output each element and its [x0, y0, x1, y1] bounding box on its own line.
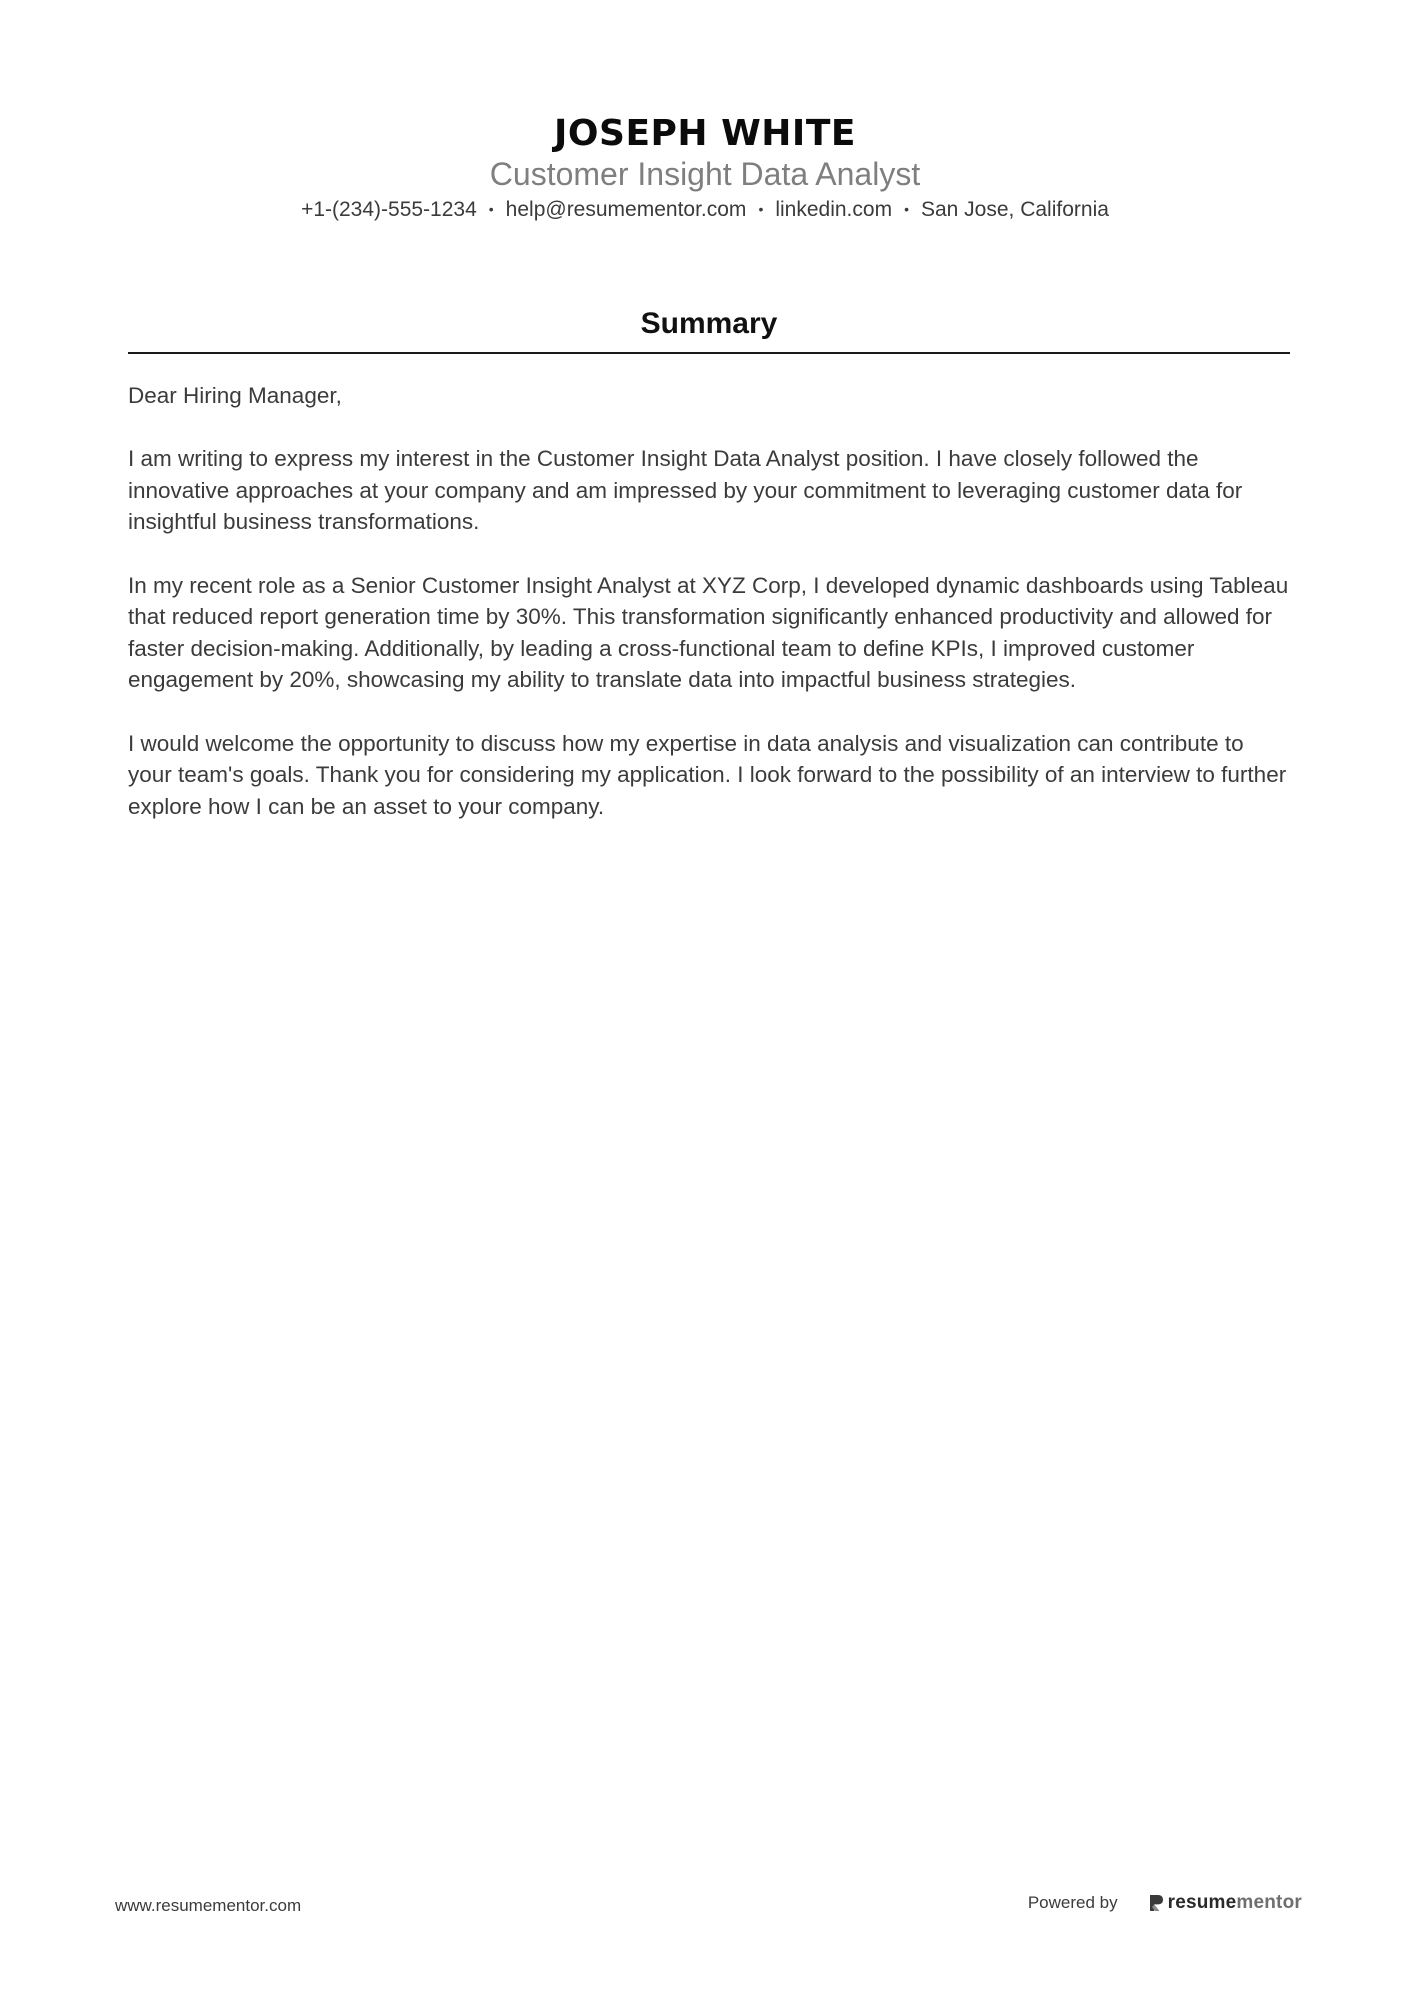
footer-website[interactable]: www.resumementor.com: [115, 1896, 302, 1915]
contact-email[interactable]: help@resumementor.com: [505, 198, 747, 221]
separator-dot: •: [758, 201, 764, 217]
footer-branding: [1028, 1892, 1302, 1914]
summary-heading: Summary: [128, 304, 1290, 354]
letter-paragraph: I would welcome the opportunity to discuss how my expertise in data analysis and visualization can contribute to your team's goals. Thank you for considering my application. I look forward to the possibility of an interview to further explore how I can be an asset to your company.: [128, 730, 1287, 819]
brand-name-light: mentor: [1236, 1892, 1302, 1913]
resumementor-logo-icon: [1148, 1893, 1164, 1913]
contact-location: San Jose, California: [920, 198, 1109, 221]
brand-name-bold: resume: [1167, 1892, 1237, 1913]
salutation: Dear Hiring Manager,: [128, 383, 342, 408]
separator-dot: •: [488, 201, 494, 217]
separator-dot: •: [904, 201, 909, 217]
contact-phone: +1-(234)-555-1234: [301, 198, 477, 221]
contact-linkedin[interactable]: linkedin.com: [775, 198, 893, 221]
contact-line: [0, 196, 1410, 223]
letter-body: [128, 380, 1290, 822]
candidate-name: JOSEPH WHITE: [554, 113, 856, 154]
letter-paragraph: I am writing to express my interest in the Customer Insight Data Analyst position. I have closely followed the innovative approaches at your company and am impressed by your commitment to leveraging customer data for insightful business transformations.: [128, 446, 1243, 535]
powered-by-label: Powered by: [1027, 1893, 1118, 1912]
summary-section: [128, 304, 1290, 854]
header: [0, 112, 1410, 223]
brand-link[interactable]: [1148, 1892, 1302, 1914]
job-title: Customer Insight Data Analyst: [489, 156, 921, 192]
letter-paragraph: In my recent role as a Senior Customer Insight Analyst at XYZ Corp, I developed dynamic dashboards using Tableau that reduced report generation time by 30%. This transformation significantly enhanced productivity and allowed for faster decision-making. Additionally, by leading a cross-functional team to define KPIs, I improved customer engagement by 20%, showcasing my ability to translate data into impactful business strategies.: [128, 572, 1289, 693]
